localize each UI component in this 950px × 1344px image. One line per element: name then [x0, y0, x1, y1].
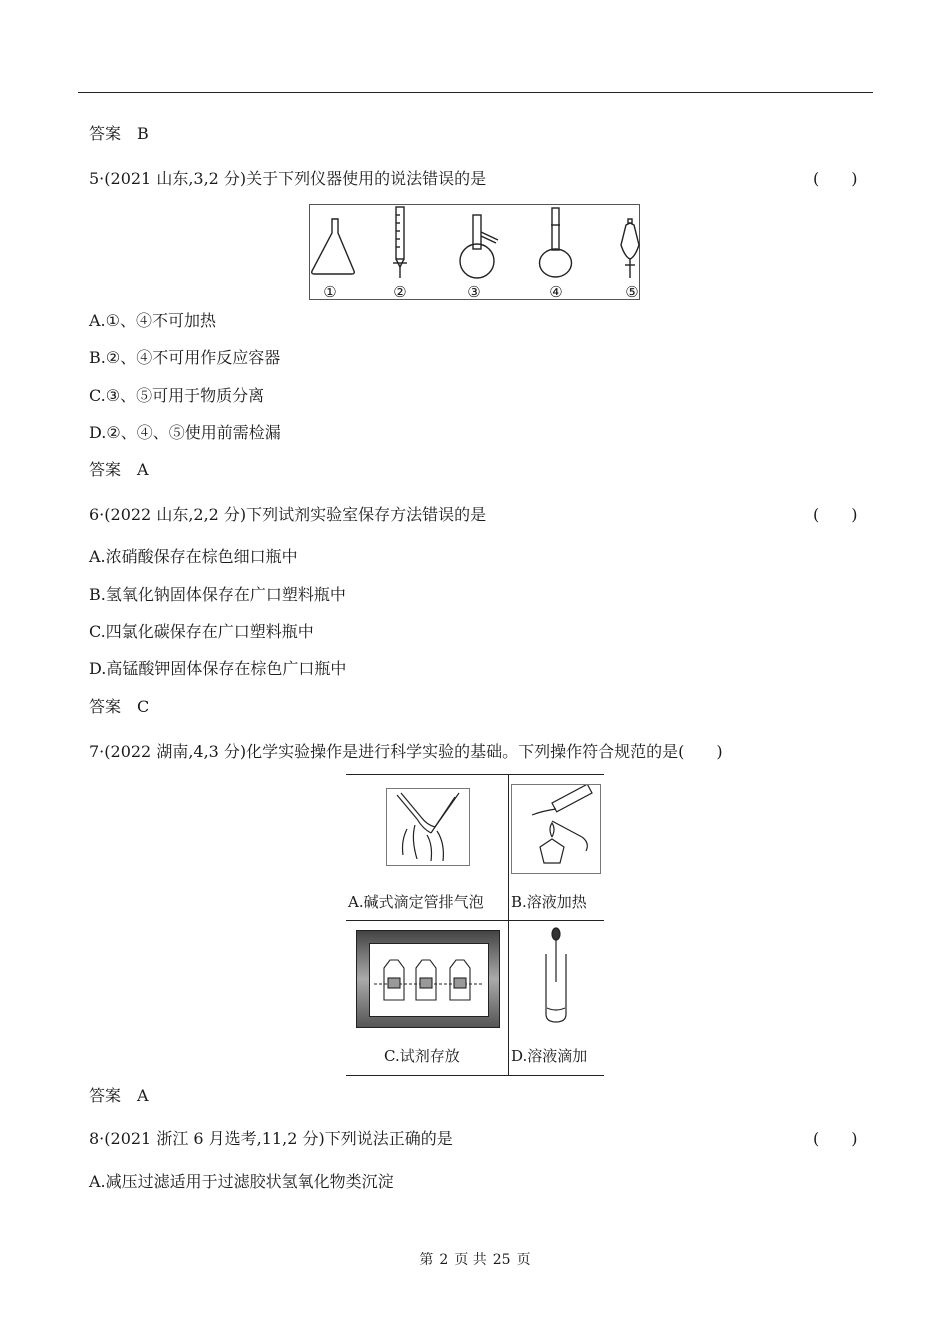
figure-label-4: ④ — [549, 283, 563, 301]
reagent-bottles-icon — [370, 944, 488, 1016]
figure-label-3: ③ — [467, 283, 481, 301]
option-b-image — [511, 784, 601, 874]
figure-label-5: ⑤ — [625, 283, 639, 301]
page-footer — [0, 1249, 950, 1269]
q6-stem: 6·(2022 山东,2,2 分)下列试剂实验室保存方法错误的是 — [89, 505, 487, 524]
volumetric-flask-icon — [540, 208, 572, 277]
answer-value: A — [137, 1086, 149, 1105]
dropper-test-tube-icon — [534, 926, 578, 1026]
footer-mid: 页 共 — [454, 1252, 487, 1268]
answer-label: 答案 — [89, 460, 122, 479]
answer-value: B — [137, 124, 149, 143]
q7-answer — [89, 1086, 149, 1106]
option-c-image — [356, 930, 500, 1028]
q6-option-c: C.四氯化碳保存在广口塑料瓶中 — [89, 622, 314, 641]
q4-answer — [89, 124, 149, 144]
q7-option-table — [346, 774, 604, 1076]
q5-answer — [89, 460, 149, 480]
option-d-caption: D.溶液滴加 — [511, 1047, 588, 1065]
q5-option-b: B.②、④不可用作反应容器 — [89, 348, 281, 367]
footer-page-number: 2 — [439, 1252, 449, 1268]
answer-label: 答案 — [89, 697, 122, 716]
q5-option-a: A.①、④不可加热 — [89, 311, 216, 330]
header-rule — [78, 92, 873, 93]
figure-label-1: ① — [323, 283, 337, 301]
table-rule-middle — [346, 920, 604, 921]
q8-stem: 8·(2021 浙江 6 月选考,11,2 分)下列说法正确的是 — [89, 1129, 453, 1148]
option-b-caption: B.溶液加热 — [511, 893, 587, 911]
option-d-image — [534, 926, 578, 1026]
figure-label-2: ② — [393, 283, 407, 301]
option-c-caption: C.试剂存放 — [384, 1047, 460, 1065]
q5-stem: 5·(2021 山东,3,2 分)关于下列仪器使用的说法错误的是 — [89, 169, 487, 188]
q6-answer — [89, 697, 149, 717]
table-rule-bottom — [346, 1075, 604, 1076]
burette-icon — [393, 207, 407, 278]
q8-answer-bracket: ( ) — [813, 1129, 858, 1148]
answer-value: C — [137, 697, 150, 716]
answer-label: 答案 — [89, 124, 122, 143]
q5-apparatus-figure — [309, 204, 640, 300]
hands-burette-icon — [387, 789, 469, 865]
separatory-funnel-icon — [621, 219, 639, 278]
footer-prefix: 第 — [419, 1252, 434, 1268]
footer-suffix: 页 — [516, 1252, 531, 1268]
option-a-caption: A.碱式滴定管排气泡 — [348, 893, 484, 911]
option-a-image — [386, 788, 470, 866]
cabinet-interior — [369, 943, 489, 1017]
q6-option-a: A.浓硝酸保存在棕色细口瓶中 — [89, 547, 298, 566]
q6-answer-bracket: ( ) — [813, 505, 858, 524]
q7-stem: 7·(2022 湖南,4,3 分)化学实验操作是进行科学实验的基础。下列操作符合规范的是( ) — [89, 742, 723, 761]
erlenmeyer-flask-icon — [312, 219, 355, 274]
table-rule-top — [346, 774, 604, 775]
q5-answer-bracket: ( ) — [813, 169, 858, 188]
answer-label: 答案 — [89, 1086, 122, 1105]
q6-option-d: D.高锰酸钾固体保存在棕色广口瓶中 — [89, 659, 347, 678]
footer-total-pages: 25 — [492, 1252, 511, 1268]
answer-value: A — [137, 460, 149, 479]
q8-option-a: A.减压过滤适用于过滤胶状氢氧化物类沉淀 — [89, 1172, 394, 1191]
test-tube-heating-icon — [512, 785, 600, 873]
q5-option-d: D.②、④、⑤使用前需检漏 — [89, 423, 281, 442]
q6-option-b: B.氢氧化钠固体保存在广口塑料瓶中 — [89, 585, 346, 604]
distilling-flask-icon — [460, 215, 498, 278]
q5-option-c: C.③、⑤可用于物质分离 — [89, 386, 265, 405]
table-rule-vertical — [508, 774, 509, 1076]
